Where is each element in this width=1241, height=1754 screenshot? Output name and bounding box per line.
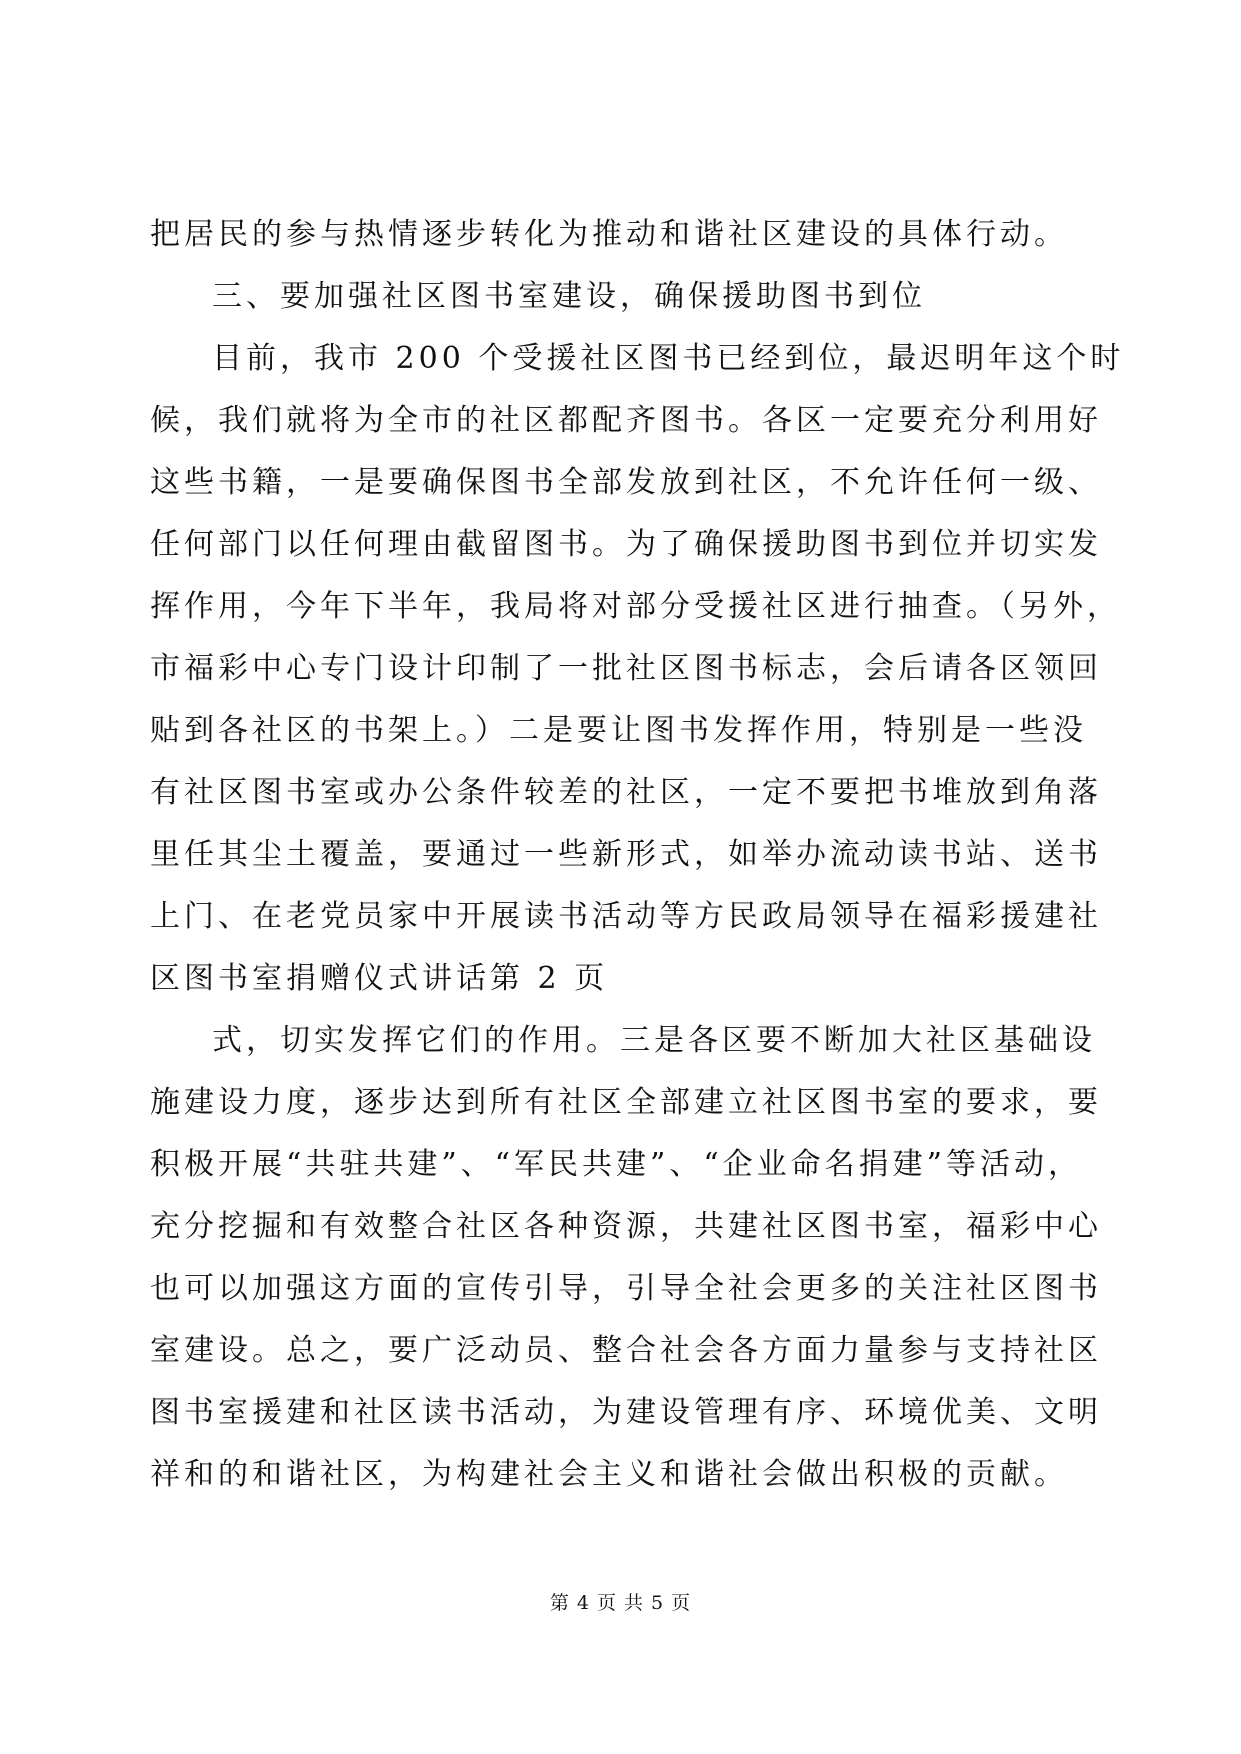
body-line: 任何部门以任何理由截留图书。为了确保援助图书到位并切实发 xyxy=(150,527,1102,562)
body-line: 挥作用，今年下半年，我局将对部分受援社区进行抽查。（另外， xyxy=(150,589,1121,624)
body-line: 目前，我市 200 个受援社区图书已经到位，最迟明年这个时 xyxy=(212,341,1125,376)
body-line: 也可以加强这方面的宣传引导，引导全社会更多的关注社区图书 xyxy=(150,1271,1102,1306)
body-line: 贴到各社区的书架上。）二是要让图书发挥作用，特别是一些没 xyxy=(150,713,1087,748)
body-line: 室建设。总之，要广泛动员、整合社会各方面力量参与支持社区 xyxy=(150,1333,1102,1368)
body-line: 里任其尘土覆盖，要通过一些新形式，如举办流动读书站、送书 xyxy=(150,837,1102,872)
body-line: 祥和的和谐社区，为构建社会主义和谐社会做出积极的贡献。 xyxy=(150,1457,1068,1492)
body-line: 施建设力度，逐步达到所有社区全部建立社区图书室的要求，要 xyxy=(150,1085,1102,1120)
section-heading: 三、要加强社区图书室建设，确保援助图书到位 xyxy=(212,279,926,314)
body-line: 候，我们就将为全市的社区都配齐图书。各区一定要充分利用好 xyxy=(150,403,1102,438)
body-line: 积极开展“共驻共建”、“军民共建”、“企业命名捐建”等活动， xyxy=(150,1147,1083,1182)
body-line: 充分挖掘和有效整合社区各种资源，共建社区图书室，福彩中心 xyxy=(150,1209,1102,1244)
body-line: 上门、在老党员家中开展读书活动等方民政局领导在福彩援建社 xyxy=(150,899,1102,934)
body-line: 把居民的参与热情逐步转化为推动和谐社区建设的具体行动。 xyxy=(150,217,1068,252)
body-line: 有社区图书室或办公条件较差的社区，一定不要把书堆放到角落 xyxy=(150,775,1102,810)
page-number-footer: 第 4 页 共 5 页 xyxy=(549,1592,692,1614)
body-line: 区图书室捐赠仪式讲话第 2 页 xyxy=(150,961,609,996)
body-line: 式，切实发挥它们的作用。三是各区要不断加大社区基础设 xyxy=(212,1023,1096,1058)
body-line: 市福彩中心专门设计印制了一批社区图书标志，会后请各区领回 xyxy=(150,651,1102,686)
body-line: 这些书籍，一是要确保图书全部发放到社区，不允许任何一级、 xyxy=(150,465,1102,500)
body-line: 图书室援建和社区读书活动，为建设管理有序、环境优美、文明 xyxy=(150,1395,1102,1430)
document-body xyxy=(150,204,1125,1506)
